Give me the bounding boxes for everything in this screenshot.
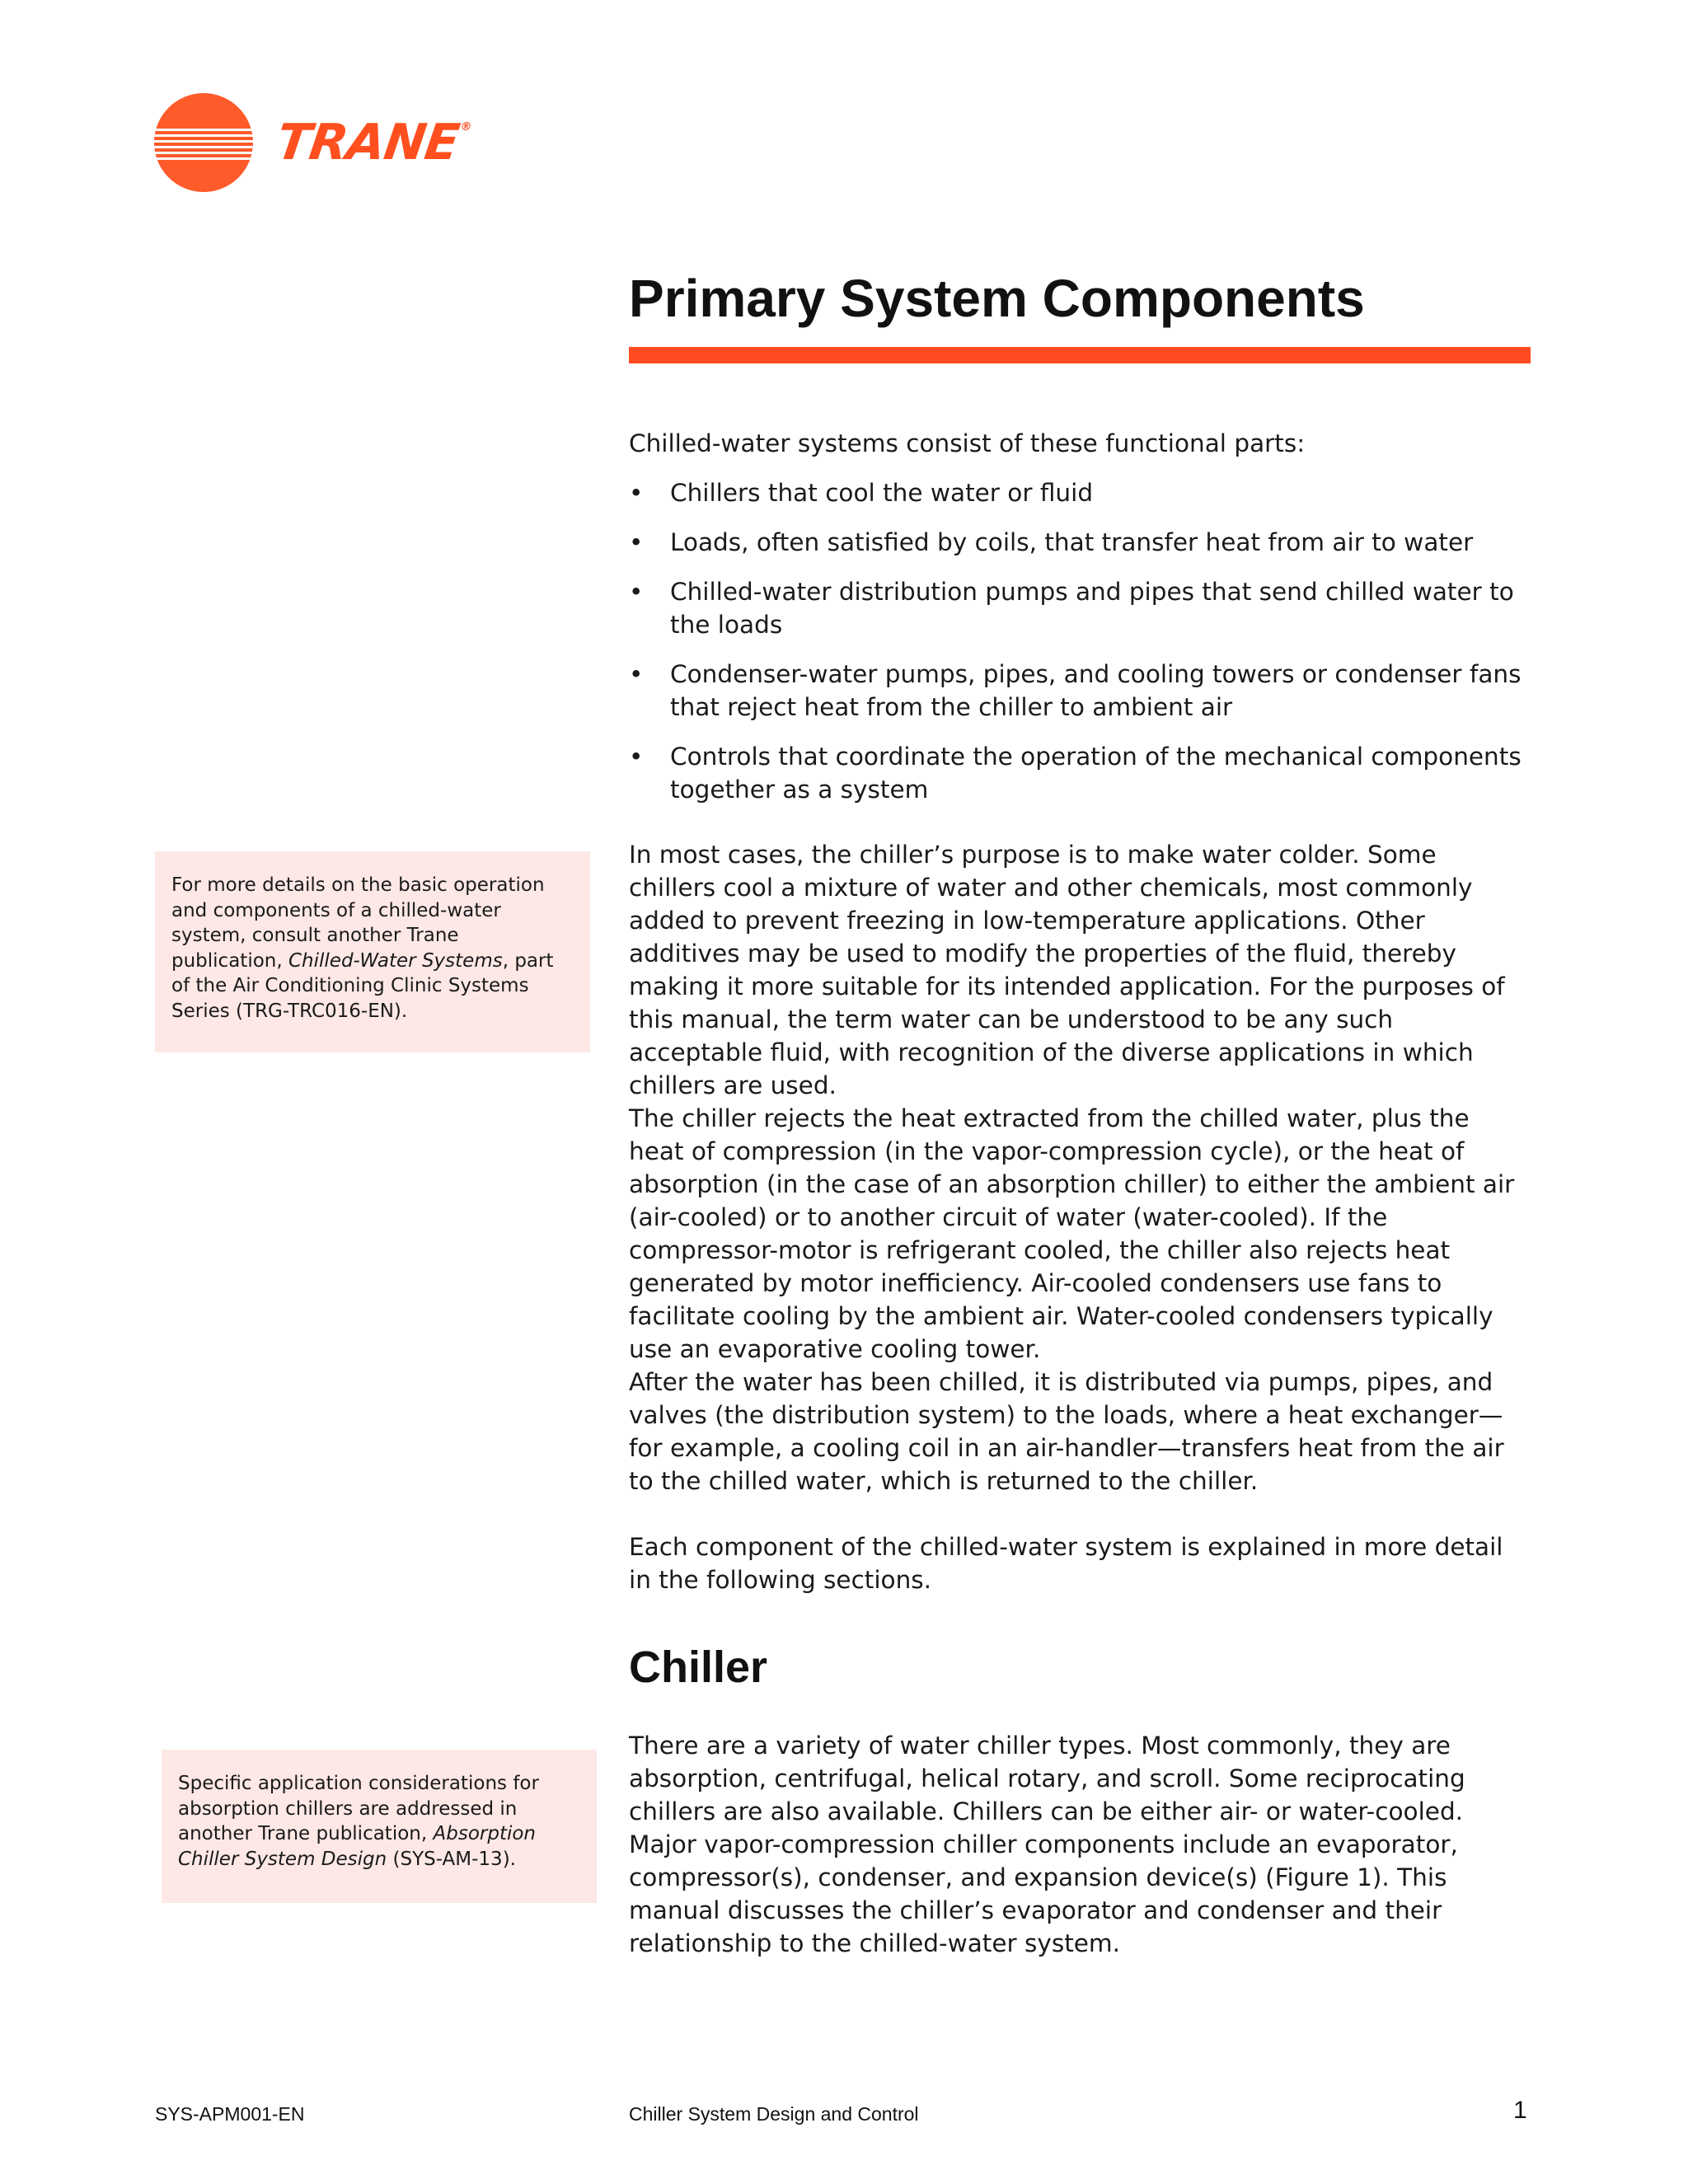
paragraph-distribution: After the water has been chilled, it is distributed via pumps, pipes, and valves (the distribution system) to the loads, where a heat exchanger—for example, a cooling coil in an air-handler—transfers heat from the air to the chilled water, which is returned to the chiller. [629, 1368, 1504, 1495]
sidebar-note-absorption: Specific application considerations for absorption chillers are addressed in another Trane publication, Absorption Chiller System Design (SYS-AM-13). [162, 1750, 597, 1903]
footer-doc-title: Chiller System Design and Control [629, 2103, 919, 2125]
paragraph-chiller-types: There are a variety of water chiller types. Most commonly, they are absorption, centrifugal, helical rotary, and scroll. Some reciprocating chillers are also available. Chillers can be either air- or water-cooled. Major vapor-compression chiller components include an evaporator, compressor(s), condenser, and expansion device(s) (Figure 1). This manual discusses the chiller’s evaporator and condenser and their relationship to the chilled-water system. [629, 1732, 1465, 1957]
sidebar-note-chilled-water: For more details on the basic operation and components of a chilled-water system, consult another Trane publication, Chilled-Water Systems, part of the Air Conditioning Clinic Systems Series (TRG-TRC016-EN). [155, 851, 590, 1052]
page-title: Primary System Components [629, 269, 1365, 328]
title-underline [629, 347, 1531, 363]
trane-logo [153, 91, 483, 198]
paragraph-sections: Each component of the chilled-water system is explained in more detail in the following sections. [629, 1533, 1503, 1594]
trane-logo-mark-icon [153, 92, 254, 193]
list-item: • Condenser-water pumps, pipes, and cooling towers or condenser fans that reject heat from the chiller to ambient air [629, 660, 1522, 721]
section-heading-chiller: Chiller [629, 1643, 768, 1692]
list-item: • Controls that coordinate the operation of the mechanical components together as a system [629, 743, 1522, 804]
paragraph-chiller-purpose: In most cases, the chiller’s purpose is to make water colder. Some chillers cool a mixture of water and other chemicals, most commonly added to prevent freezing in low-temperature applications. Other additives may be used to modify the properties of the fluid, thereby making it more suitable for its intended application. For the purposes of this manual, the term water can be understood to be any such acceptable fluid, with recognition of the diverse applications in which chillers are used. [629, 841, 1505, 1099]
list-item: • Chillers that cool the water or fluid [629, 479, 1094, 507]
paragraph-heat-rejection: The chiller rejects the heat extracted from the chilled water, plus the heat of compression (in the vapor-compression cycle), or the heat of absorption (in the case of an absorption chiller) to either the ambient air (air-cooled) or to another circuit of water (water-cooled). If the compressor-motor is refrigerant cooled, the chiller also rejects heat generated by motor inefficiency. Air-cooled condensers use fans to facilitate cooling by the ambient air. Water-cooled condensers typically use an evaporative cooling tower. [629, 1104, 1515, 1363]
list-item: • Loads, often satisfied by coils, that transfer heat from air to water [629, 528, 1474, 556]
intro-text: Chilled-water systems consist of these functional parts: [629, 429, 1306, 457]
page-number: 1 [1513, 2097, 1527, 2124]
publication-title: Chilled-Water Systems [288, 949, 503, 972]
trane-wordmark: TRANE® [273, 114, 472, 171]
footer-doc-id: SYS-APM001-EN [155, 2103, 305, 2125]
component-list [629, 476, 1531, 823]
publication-title: Absorption Chiller System Design [178, 1823, 537, 1870]
list-item: • Chilled-water distribution pumps and pipes that send chilled water to the loads [629, 578, 1514, 639]
